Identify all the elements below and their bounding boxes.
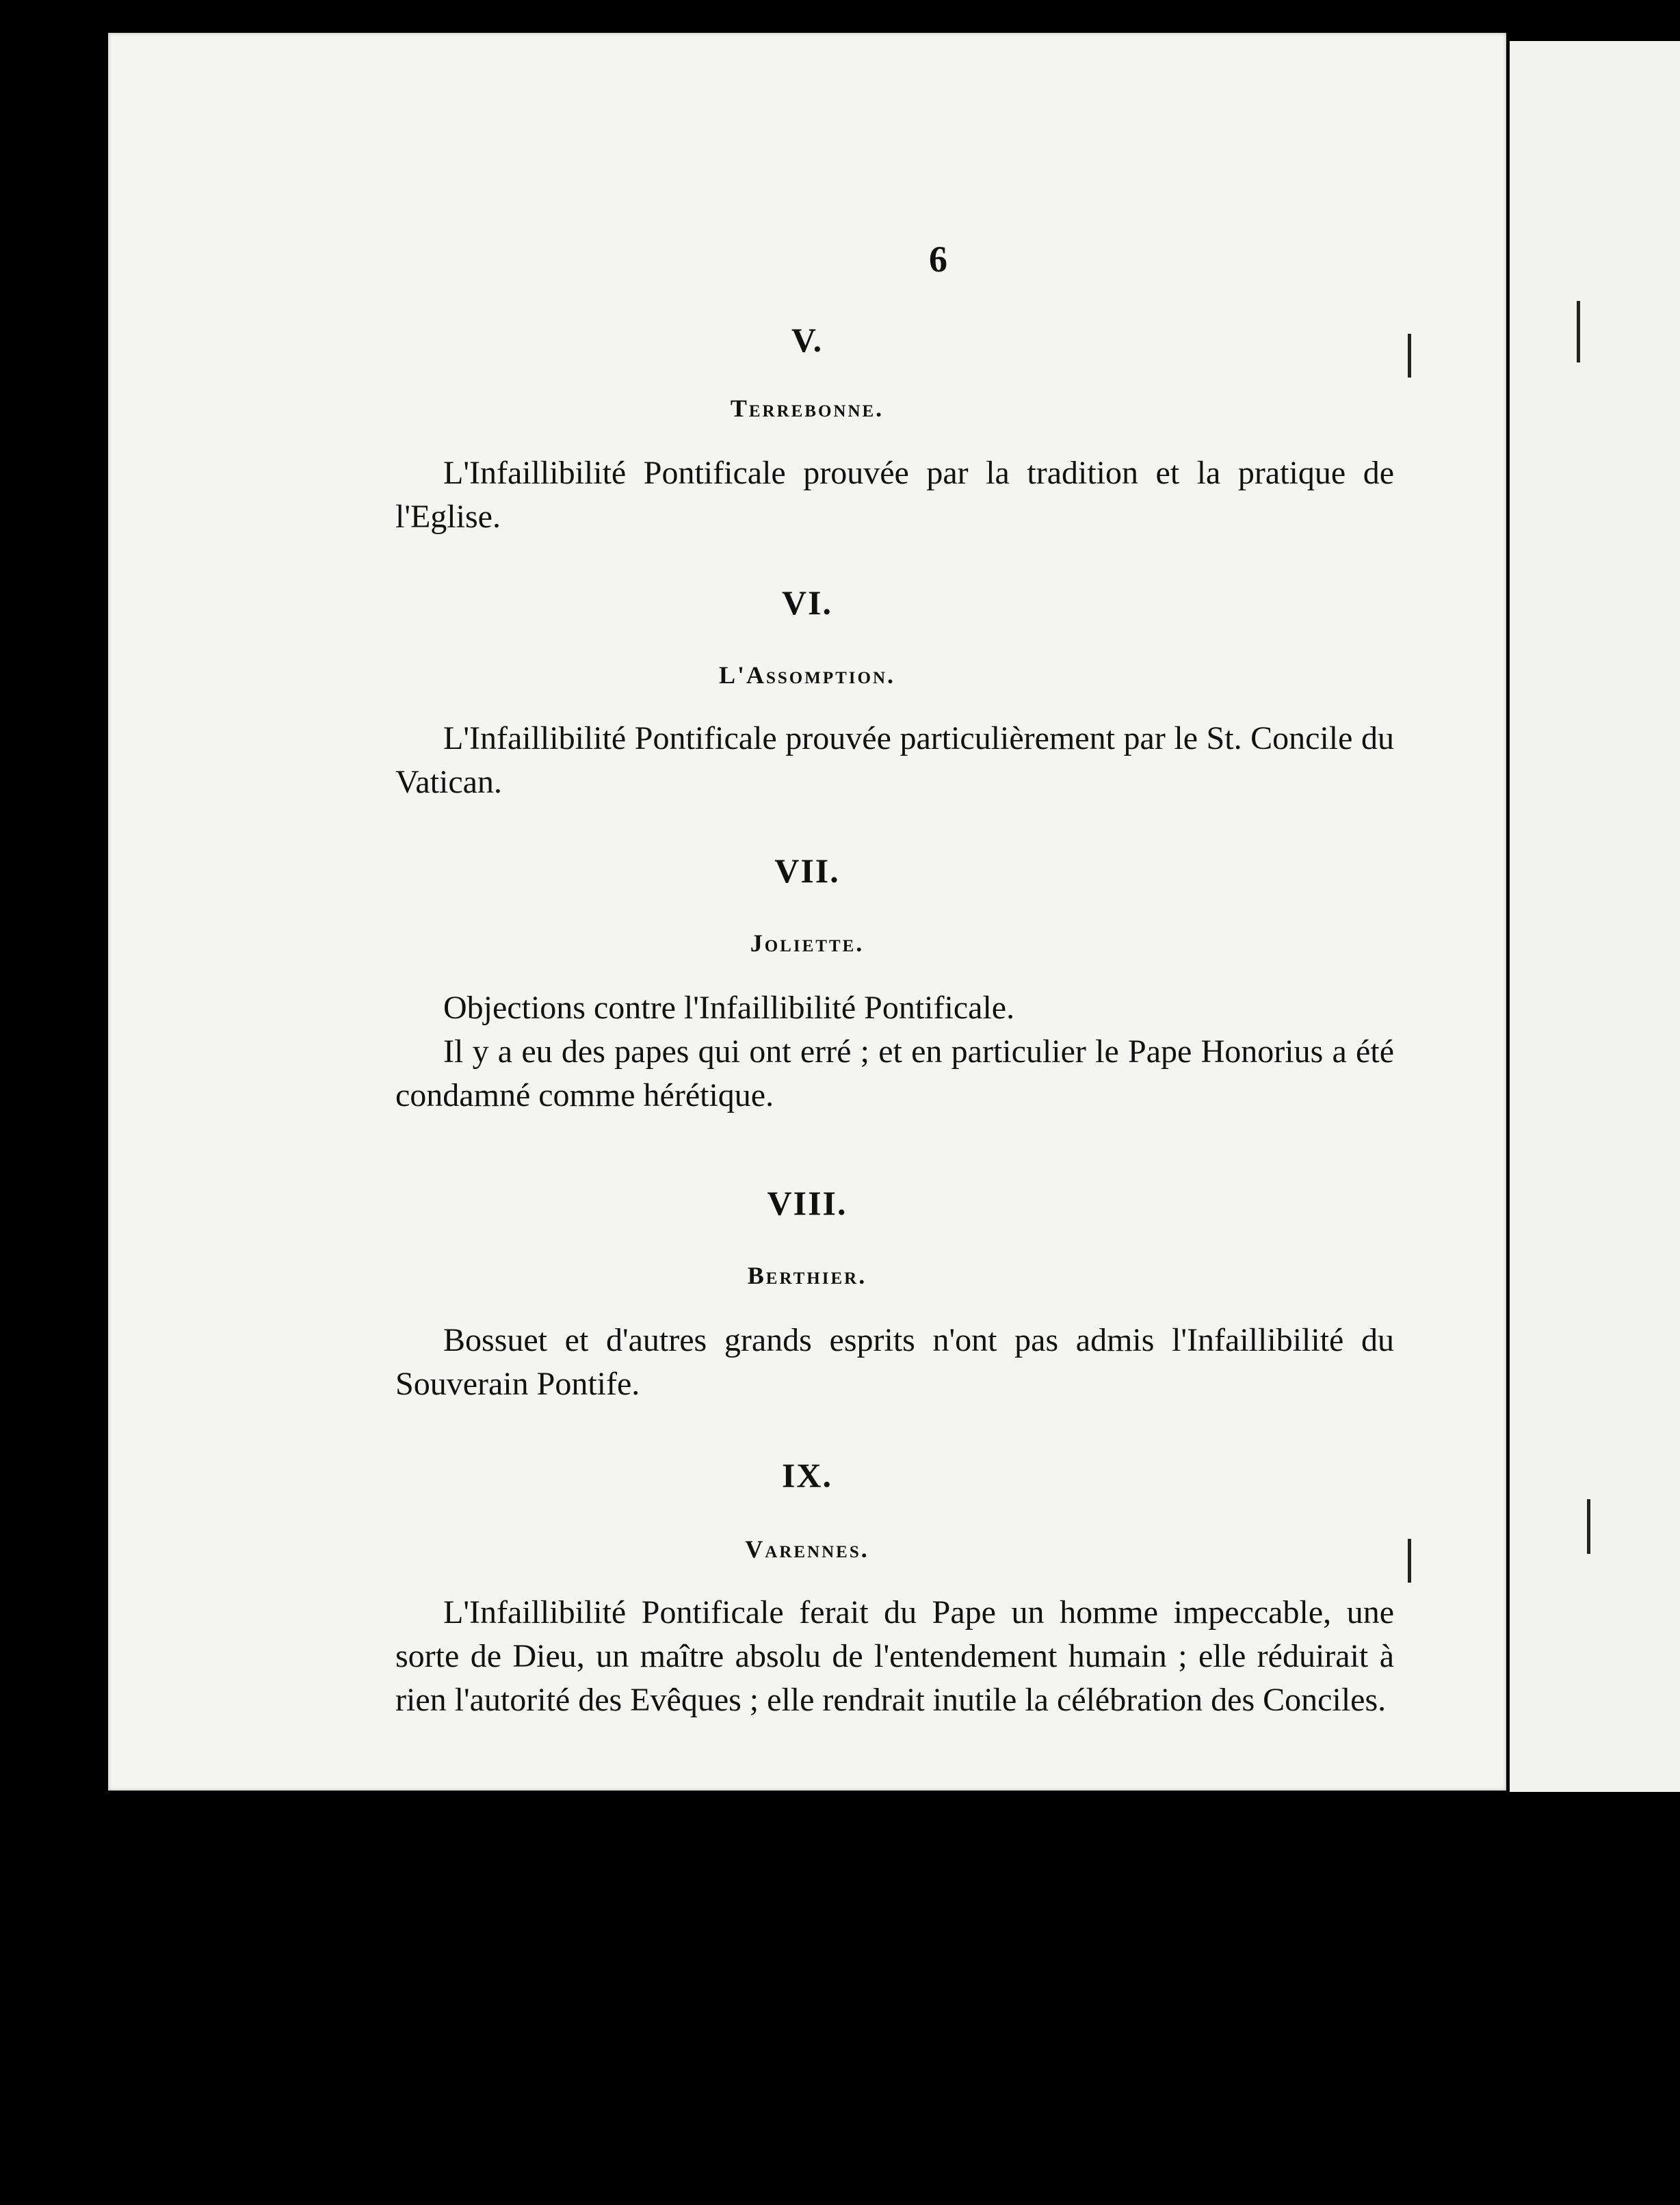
facing-page-edge	[1510, 41, 1680, 1792]
section-place: L'Assomption.	[718, 661, 896, 689]
scan-mark	[1408, 334, 1411, 378]
section-place: Terrebonne.	[730, 395, 884, 422]
section-numeral: VIII.	[767, 1184, 848, 1222]
section-paragraph: Bossuet et d'autres grands esprits n'ont pas admis l'Infaillibilité du Souverain Pontife.	[395, 1322, 1394, 1402]
section-place: Varennes.	[745, 1535, 869, 1563]
scan-mark	[1587, 1499, 1590, 1554]
section-paragraph: Il y a eu des papes qui ont erré ; et en particulier le Pape Honorius a été condamné comme hérétique.	[395, 1033, 1394, 1113]
section-place: Joliette.	[750, 929, 865, 957]
section-place: Berthier.	[747, 1262, 867, 1289]
section-paragraph: L'Infaillibilité Pontificale ferait du Pape un homme impeccable, une sorte de Dieu, un maître absolu de l'entendement humain ; elle réduirait à rien l'autorité des Evêques ; elle rendrait inutile la célébration des Conciles.	[395, 1594, 1394, 1718]
section-paragraph: L'Infaillibilité Pontificale prouvée par la tradition et la pratique de l'Eglise.	[395, 455, 1394, 535]
book-page	[108, 33, 1506, 1791]
scan-mark	[1577, 301, 1580, 362]
section-numeral: VII.	[774, 851, 840, 890]
page-number: 6	[929, 239, 947, 280]
section-numeral: IX.	[781, 1456, 833, 1494]
scan-mark	[1408, 1539, 1411, 1583]
section-numeral: VI.	[781, 583, 833, 622]
section-numeral: V.	[791, 321, 824, 359]
section-paragraph: L'Infaillibilité Pontificale prouvée particulièrement par le St. Concile du Vatican.	[395, 720, 1394, 800]
section-paragraph: Objections contre l'Infaillibilité Pontificale.	[443, 990, 1015, 1026]
